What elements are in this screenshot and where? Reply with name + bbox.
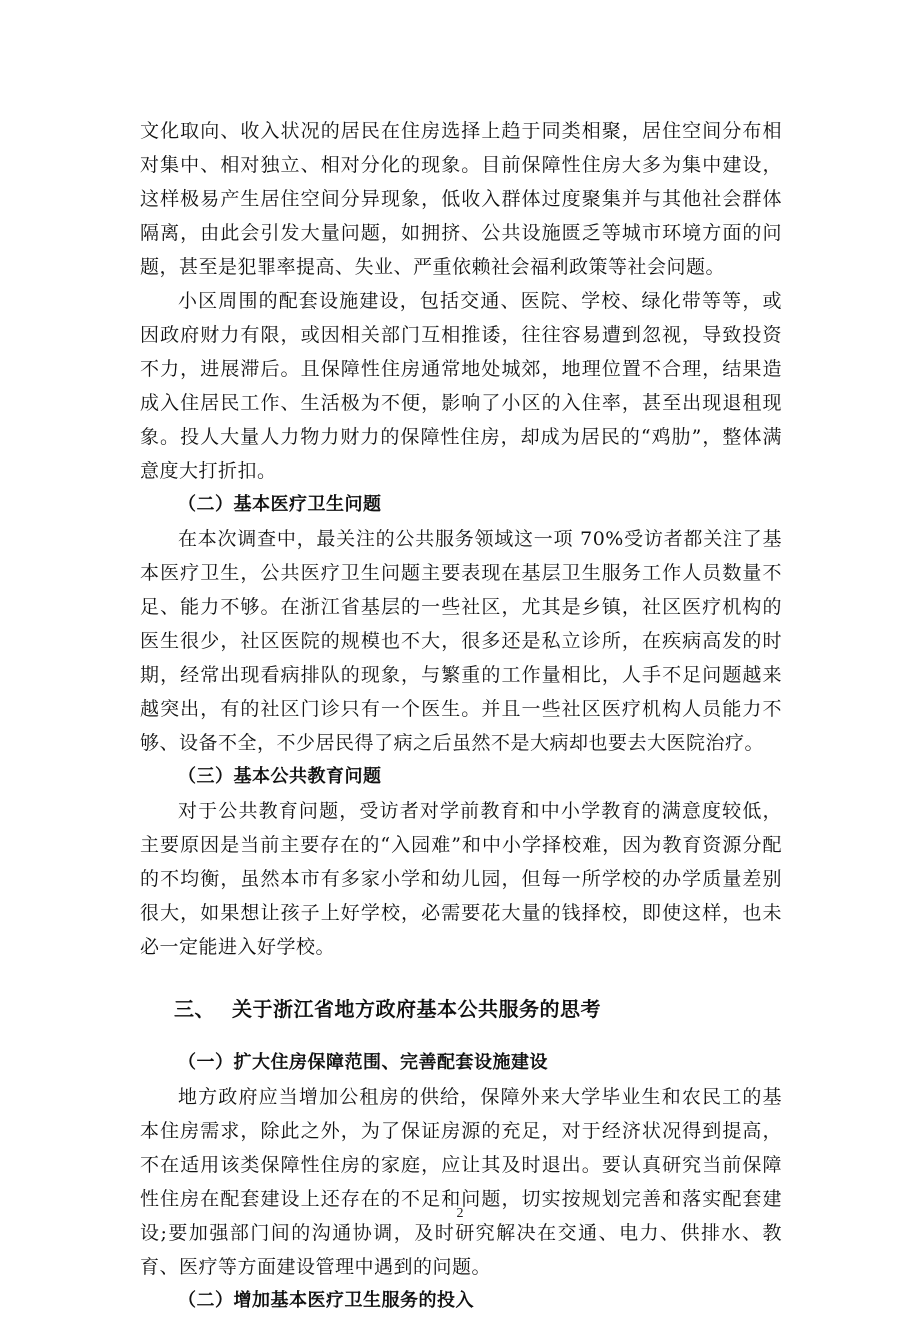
subheading-public-education: （三）基本公共教育问题: [178, 766, 382, 787]
subheading-expand-housing: （一）扩大住房保障范围、完善配套设施建设: [178, 1052, 548, 1073]
paragraph-housing-recommendations: 地方政府应当增加公租房的供给，保障外来大学毕业生和农民工的基本住房需求，除此之外，为了保证房源的充足，对于经济状况得到提高，不在适用该类保障性住房的家庭，应让其及时退出。要认真研究当前保障性住房在配套建设上还存在的不足和问题，切实按规划完善和落实配套建设;要加强部门间的沟通协调，及时研究解决在交通、电力、供排水、教育、医疗等方面建设管理中遇到的问题。: [140, 1086, 782, 1278]
subheading-basic-medical: （二）基本医疗卫生问题: [178, 494, 382, 515]
section-title: 关于浙江省地方政府基本公共服务的思考: [232, 997, 601, 1021]
spacer: [140, 1026, 782, 1046]
paragraph-housing-segregation: 文化取向、收入状况的居民在住房选择上趋于同类相聚，居住空间分布相对集中、相对独立、相对分化的现象。目前保障性住房大多为集中建设，这样极易产生居住空间分异现象，低收入群体过度聚集并与其他社会群体隔离，由此会引发大量问题，如拥挤、公共设施匮乏等城市环境方面的问题，甚至是犯罪率提高、失业、严重依赖社会福利政策等社会问题。: [140, 120, 782, 278]
paragraph-education-issues: 对于公共教育问题，受访者对学前教育和中小学教育的满意度较低，主要原因是当前主要存在的“入园难”和中小学择校难，因为教育资源分配的不均衡，虽然本市有多家小学和幼儿园，但每一所学校的办学质量差别很大，如果想让孩子上好学校，必需要花大量的钱择校，即使这样，也未必一定能进入好学校。: [140, 800, 782, 958]
section-heading-3: [140, 992, 782, 1026]
paragraph-supporting-facilities: 小区周围的配套设施建设，包括交通、医院、学校、绿化带等等，或因政府财力有限，或因相关部门互相推诿，往往容易遭到忽视，导致投资不力，进展滞后。且保障性住房通常地处城郊，地理位置不合理，结果造成入住居民工作、生活极为不便，影响了小区的入住率，甚至出现退租现象。投人大量人力物力财力的保障性住房，却成为居民的“鸡肋”，整体满意度大打折扣。: [140, 290, 782, 482]
paragraph-medical-issues: 在本次调查中，最关注的公共服务领域这一项 70%受访者都关注了基本医疗卫生，公共医疗卫生问题主要表现在基层卫生服务工作人员数量不足、能力不够。在浙江省基层的一些社区，尤其是乡镇，社区医疗机构的医生很少，社区医院的规模也不大，很多还是私立诊所，在疾病高发的时期，经常出现看病排队的现象，与繁重的工作量相比，人手不足问题越来越突出，有的社区门诊只有一个医生。并且一些社区医疗机构人员能力不够、设备不全，不少居民得了病之后虽然不是大病却也要去大医院治疗。: [140, 528, 782, 754]
section-number: 三、: [174, 997, 215, 1021]
page-number: 2: [456, 1206, 464, 1221]
page-content: [140, 114, 782, 1318]
subheading-increase-medical-investment: （二）增加基本医疗卫生服务的投入: [178, 1290, 474, 1311]
spacer: [140, 964, 782, 992]
